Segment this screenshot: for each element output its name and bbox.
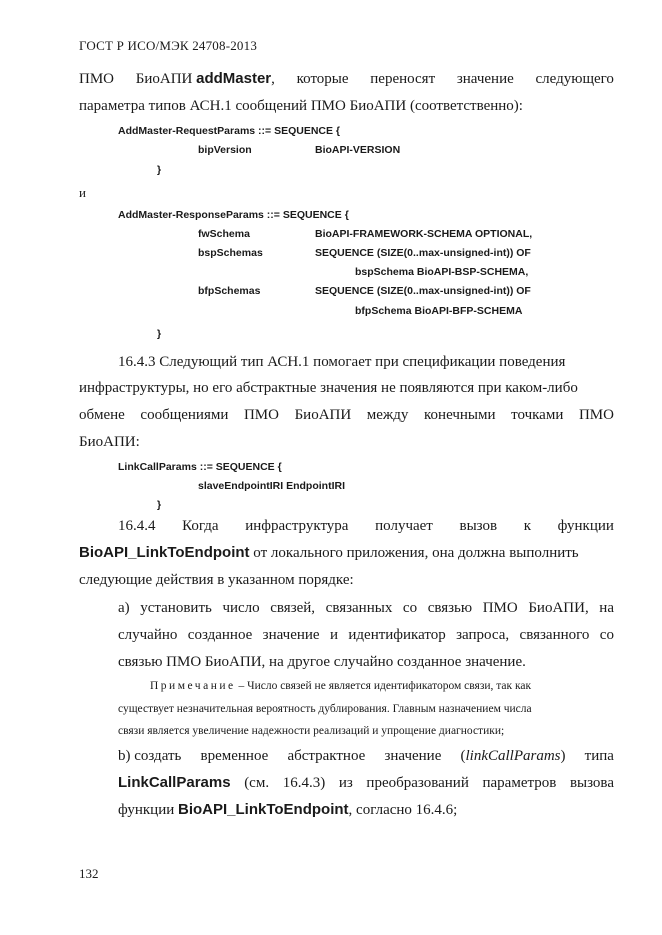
function-name: BioAPI_LinkToEndpoint: [178, 801, 349, 818]
code-request-type: BioAPI-VERSION: [315, 144, 401, 156]
code-response-type-2: SEQUENCE (SIZE(0..max-unsigned-int)) OF: [315, 247, 531, 259]
word: следующего: [535, 71, 614, 87]
item-b-line-3: функции BioAPI_LinkToEndpoint, согласно 16.4.6;: [118, 801, 458, 818]
code-response-close: }: [157, 328, 162, 340]
code-response-type-1: BioAPI-FRAMEWORK-SCHEMA OPTIONAL,: [315, 228, 533, 240]
code-linkcall-head: LinkCallParams ::= SEQUENCE {: [118, 461, 282, 473]
intro-line-2: параметра типов АСН.1 сообщений ПМО БиоАПИ (соответственно):: [79, 98, 523, 114]
code-response-type-3b: bfpSchema BioAPI-BFP-SCHEMA: [355, 305, 523, 317]
item-a-line-2: случайно созданное значение и идентификатор запроса, связанного со: [118, 627, 614, 643]
section-1644-line-1: 16.4.4 Когда инфраструктура получает вызов к функции: [118, 518, 614, 534]
word: БиоАПИ addMaster,: [135, 70, 275, 87]
method-name: addMaster: [196, 70, 272, 87]
param-name: linkCallParams: [465, 748, 561, 764]
section-1644-line-3: следующие действия в указанном порядке:: [79, 572, 354, 588]
section-1643-line-1: [118, 352, 614, 372]
code-linkcall-field: slaveEndpointIRI EndpointIRI: [198, 480, 345, 492]
word: ПМО: [79, 71, 115, 87]
function-name: BioAPI_LinkToEndpoint: [79, 544, 250, 561]
note-line-3: связи является увеличение надежности реализаций и упрощение диагностики;: [118, 725, 505, 737]
item-a-line-1: а) установить число связей, связанных со связью ПМО БиоАПИ, на: [118, 600, 614, 616]
code-response-type-3: SEQUENCE (SIZE(0..max-unsigned-int)) OF: [315, 285, 531, 297]
text: 16.4.3 Следующий тип АСН.1 помогает при спецификации поведения: [118, 354, 566, 370]
code-response-type-2b: bspSchema BioAPI-BSP-SCHEMA,: [355, 266, 529, 278]
section-1643-line-3: обмене сообщениями ПМО БиоАПИ между конечными точками ПМО: [79, 407, 614, 423]
code-request-close: }: [157, 164, 162, 176]
document-header: ГОСТ Р ИСО/МЭК 24708-2013: [79, 38, 258, 53]
note-line-1: Примечание – Число связей не является идентификатором связи, так как: [150, 680, 532, 692]
code-request-field: bipVersion: [198, 144, 252, 156]
intro-line-1: [79, 69, 614, 89]
type-name: LinkCallParams: [118, 774, 231, 791]
item-b-line-1: b) создать временное абстрактное значение (linkCallParams) типа: [118, 748, 614, 764]
code-response-field-3: bfpSchemas: [198, 285, 261, 297]
word: переносят: [370, 71, 436, 87]
section-1643-line-4: БиоАПИ:: [79, 434, 140, 450]
code-response-field-1: fwSchema: [198, 228, 250, 240]
item-a-line-3: связью ПМО БиоАПИ, на другое случайно созданное значение.: [118, 654, 526, 670]
note-line-2: существует незначительная вероятность дублирования. Главным назначением числа: [118, 703, 532, 715]
code-response-head: AddMaster-ResponseParams ::= SEQUENCE {: [118, 209, 349, 221]
section-1644-line-2: BioAPI_LinkToEndpoint от локального приложения, она должна выполнить: [79, 544, 579, 561]
word: которые: [296, 71, 349, 87]
section-1643-line-2: инфраструктуры, но его абстрактные значения не появляются при каком-либо: [79, 380, 578, 396]
page-number: 132: [79, 866, 99, 881]
code-request-head: AddMaster-RequestParams ::= SEQUENCE {: [118, 125, 341, 137]
conjunction: и: [79, 185, 86, 200]
note-label: Примечание: [150, 680, 236, 692]
word: значение: [456, 71, 514, 87]
code-response-field-2: bspSchemas: [198, 247, 263, 259]
code-linkcall-close: }: [157, 499, 162, 511]
item-b-line-2: LinkCallParams (см. 16.4.3) из преобразований параметров вызова: [118, 774, 614, 791]
